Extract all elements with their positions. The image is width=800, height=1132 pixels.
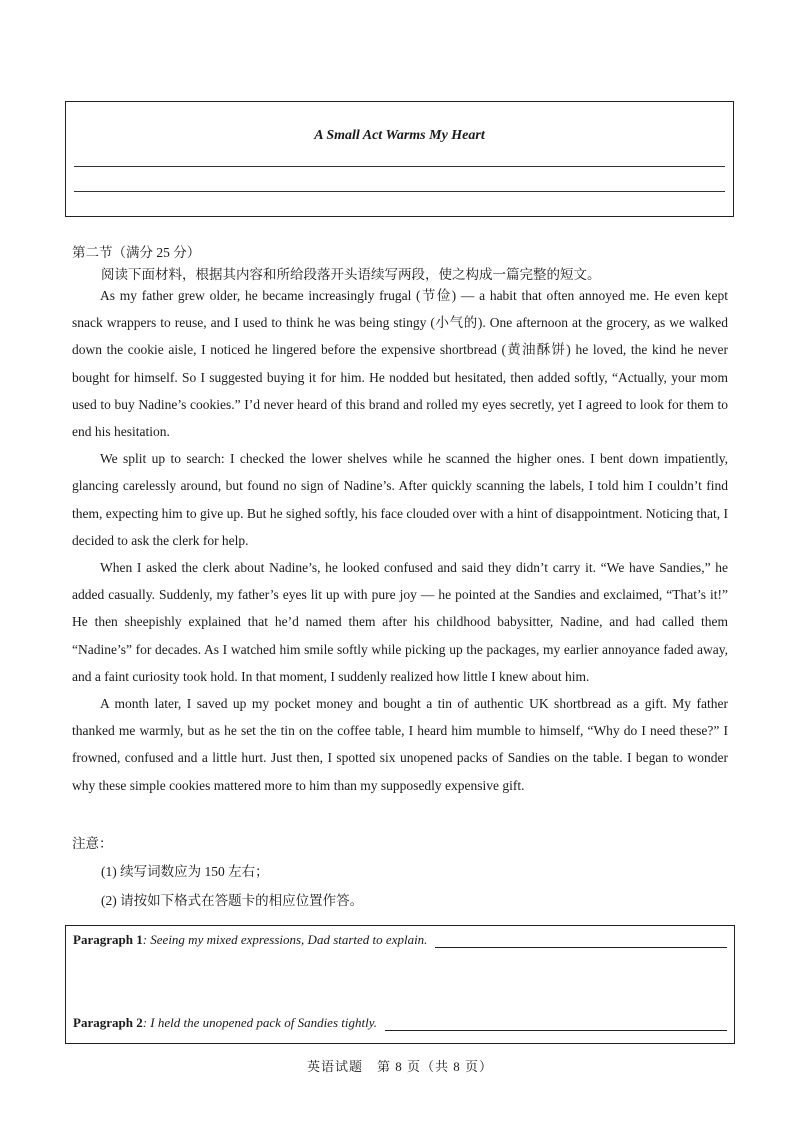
reading-passage: [72, 282, 728, 799]
answer-rule: [74, 191, 725, 192]
paragraph-1-prompt: : Seeing my mixed expressions, Dad started to explain.: [142, 932, 428, 947]
page-footer: 英语试题 第 8 页（共 8 页）: [306, 1059, 493, 1074]
passage-paragraph: As my father grew older, he became increasingly frugal (节俭) — a habit that often annoyed me. He even kept snack wrappers to reuse, and I used to think he was being stingy (小气的). One afternoon at the grocery, as we walked down the cookie aisle, I noticed he lingered before the expensive shortbread (黄油酥饼) he loved, the kind he never bought for himself. So I suggested buying it for him. He nodded but hesitated, then added softly, “Actually, your mom used to buy Nadine’s cookies.” I’d never heard of this brand and rolled my eyes secretly, yet I agreed to look for them to end his hesitation.: [72, 288, 728, 440]
passage-paragraph: When I asked the clerk about Nadine’s, he looked confused and said they didn’t carry it. “We have Sandies,” he added casually. Suddenly, my father’s eyes lit up with pure joy — he pointed at the Sandies and exclaimed, “That’s it!” He then sheepishly explained that he’d named them after his childhood babysitter, Nadine, and had called them “Nadine’s” for decades. As I watched him smile softly while picking up the packages, my earlier annoyance faded away, and a faint curiosity took hold. In that moment, I suddenly realized how little I knew about him.: [72, 560, 728, 684]
section-instruction: 阅读下面材料，根据其内容和所给段落开头语续写两段，使之构成一篇完整的短文。: [101, 267, 601, 282]
paragraph-2-prompt: : I held the unopened pack of Sandies tightly.: [142, 1015, 378, 1030]
answer-rule: [74, 166, 725, 167]
essay-title: A Small Act Warms My Heart: [314, 128, 485, 143]
answer-format-box: [65, 925, 735, 1044]
passage-paragraph: A month later, I saved up my pocket money and bought a tin of authentic UK shortbread as a gift. My father thanked me warmly, but as he set the tin on the coffee table, I heard him mumble to himself, “Why do I need these?” I frowned, confused and a little hurt. Just then, I spotted six unopened packs of Sandies on the table. I began to wonder why these simple cookies mattered more to him than my supposedly expensive gift.: [72, 696, 728, 793]
note-item: (2) 请按如下格式在答题卡的相应位置作答。: [101, 893, 364, 908]
paragraph-1-line: [73, 932, 727, 948]
answer-blank[interactable]: [385, 1018, 727, 1031]
note-item: (1) 续写词数应为 150 左右；: [101, 864, 269, 879]
title-box: [65, 101, 734, 217]
section-heading: 第二节（满分 25 分）: [72, 245, 201, 260]
paragraph-2-label: Paragraph 2: [73, 1015, 143, 1030]
notes-heading: 注意：: [72, 836, 113, 851]
passage-paragraph: We split up to search: I checked the lower shelves while he scanned the higher ones. I bent down impatiently, glancing carelessly around, but found no sign of Nadine’s. After quickly scanning the labels, I told him I couldn’t find them, expecting him to give up. But he sighed softly, his face clouded over with a hint of disappointment. Noticing that, I decided to ask the clerk for help.: [72, 451, 728, 548]
paragraph-2-line: [73, 1015, 727, 1031]
answer-blank[interactable]: [435, 935, 727, 948]
paragraph-1-label: Paragraph 1: [73, 932, 143, 947]
